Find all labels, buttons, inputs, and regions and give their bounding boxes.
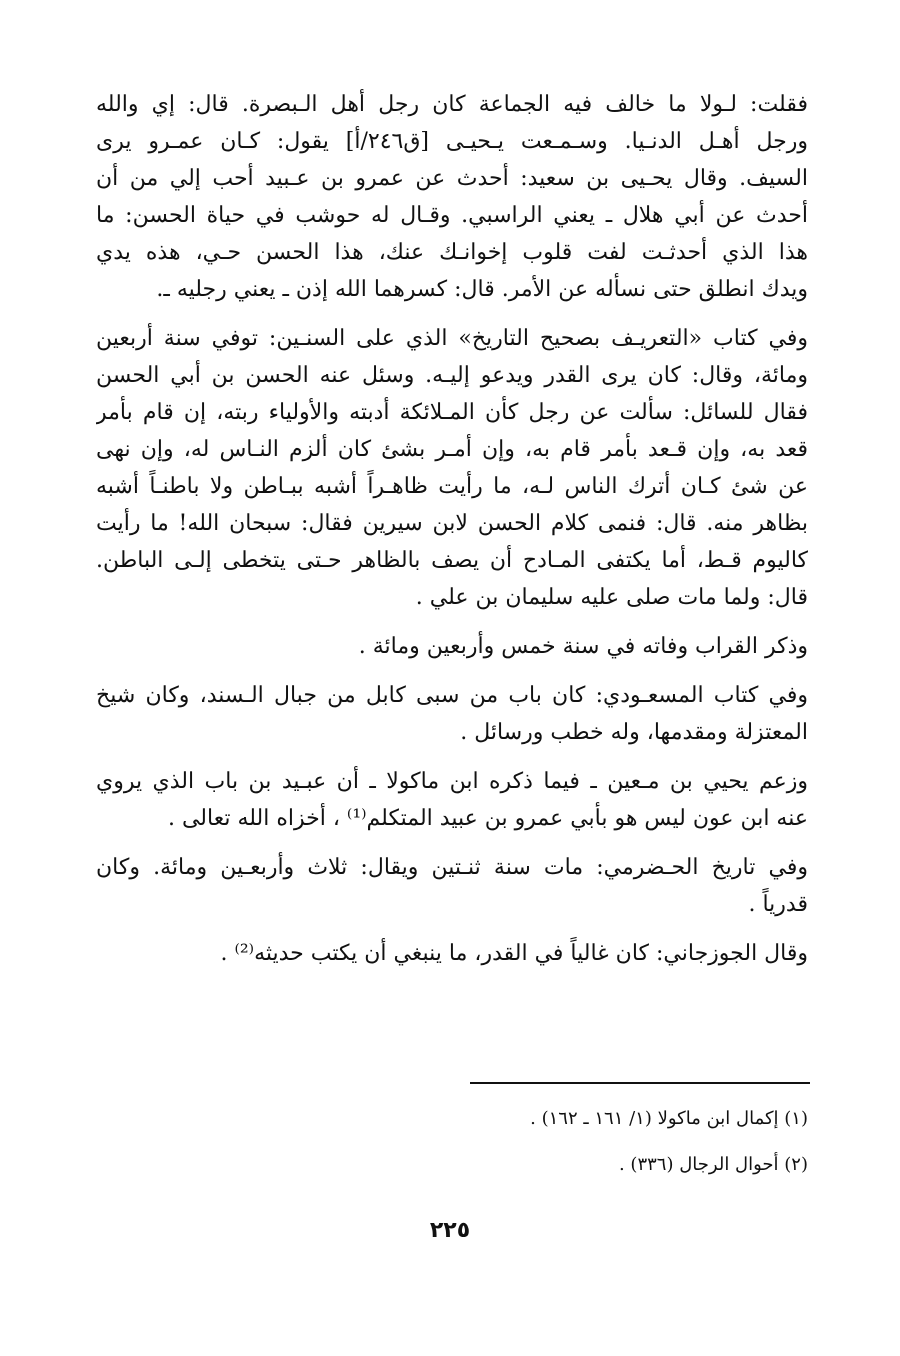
paragraph-6 bbox=[96, 849, 808, 923]
main-text bbox=[96, 86, 808, 972]
text-line: وفي كتاب «التعريـف بصحيح التاريخ» الذي على السنـين: توفي سنة أربعين bbox=[96, 326, 808, 351]
footnote-2: (٢) أحوال الرجال (٣٣٦) . bbox=[618, 1154, 808, 1175]
text-line: قدرياً . bbox=[748, 892, 808, 917]
text-line: بظاهر منه. قال: فنمى كلام الحسن لابن سيرين فقال: سبحان الله! ما رأيت bbox=[96, 511, 808, 536]
paragraph-7 bbox=[96, 935, 808, 972]
text-line: فقال للسائل: سألت عن رجل كأن المـلائكة أدبته والأولياء ربته، إن قام بأمر bbox=[96, 400, 808, 425]
text-line: عن شئ كـان أترك الناس لـه، ما رأيت ظاهـراً أشبه ببـاطن ولا باطنـاً أشبه bbox=[96, 474, 808, 499]
text-line: ورجل أهـل الدنـيا. وسـمـعت يـحيـى [ق٢٤٦/أ] يقول: كـان عمـرو يرى bbox=[96, 129, 808, 154]
text-line: ويدك انطلق حتى نسأله عن الأمر. قال: كسرهما الله إذن ـ يعني رجليه ـ. bbox=[156, 277, 808, 302]
text-line: كاليوم قـط، أما يكتفى المـادح أن يصف بالظاهر حـتى يتخطى إلـى الباطن. bbox=[96, 548, 808, 573]
page-number: ٢٢٥ bbox=[429, 1218, 471, 1243]
paragraph-4 bbox=[96, 677, 808, 751]
text-line: وزعم يحيي بن مـعين ـ فيما ذكره ابن ماكولا ـ أن عبـيد بن باب الذي يروي bbox=[96, 769, 808, 794]
text-line: وقال الجوزجاني: كان غالياً في القدر، ما ينبغي أن يكتب حديثه⁽²⁾ . bbox=[220, 941, 808, 966]
text-line: ومائة، وقال: كان يرى القدر ويدعو إليـه. وسئل عنه الحسن بن أبي الحسن bbox=[96, 363, 808, 388]
paragraph-1 bbox=[96, 86, 808, 308]
text-line: وذكر القراب وفاته في سنة خمس وأربعين ومائة . bbox=[358, 634, 808, 659]
text-line: قعد به، وإن قـعد بأمر قام به، وإن أمـر بشئ كان ألزم النـاس له، وإن نهى bbox=[96, 437, 808, 462]
text-line: وفي كتاب المسعـودي: كان باب من سبى كابل من جبال الـسند، وكان شيخ bbox=[96, 683, 808, 708]
text-line: هذا الذي أحدثـت لفت قلوب إخوانـك عنك، هذا الحسن حـي، هذه يدي bbox=[96, 240, 808, 265]
text-line: فقلت: لـولا ما خالف فيه الجماعة كان رجل أهل الـبصرة. قال: إي والله bbox=[96, 92, 808, 117]
paragraph-2 bbox=[96, 320, 808, 616]
footnote-divider bbox=[470, 1082, 810, 1084]
text-line: السيف. وقال يحـيى بن سعيد: أحدث عن عمرو بن عـبيد أحب إلي من أن bbox=[96, 166, 808, 191]
paragraph-3 bbox=[96, 628, 808, 665]
paragraph-5 bbox=[96, 763, 808, 837]
footnotes bbox=[200, 1096, 808, 1188]
text-line: أحدث عن أبي هلال ـ يعني الراسبي. وقـال له حوشب في حياة الحسن: ما bbox=[96, 203, 808, 228]
text-line: عنه ابن عون ليس هو بأبي عمرو بن عبيد المتكلم⁽¹⁾ ، أخزاه الله تعالى . bbox=[167, 806, 808, 831]
footnote-1: (١) إكمال ابن ماكولا (١/ ١٦١ ـ ١٦٢) . bbox=[530, 1108, 808, 1129]
text-line: المعتزلة ومقدمها، وله خطب ورسائل . bbox=[460, 720, 808, 745]
text-line: وفي تاريخ الحـضرمي: مات سنة ثنـتين ويقال: ثلاث وأربعـين ومائة. وكان bbox=[96, 855, 808, 880]
text-line: قال: ولما مات صلى عليه سليمان بن علي . bbox=[415, 585, 808, 610]
